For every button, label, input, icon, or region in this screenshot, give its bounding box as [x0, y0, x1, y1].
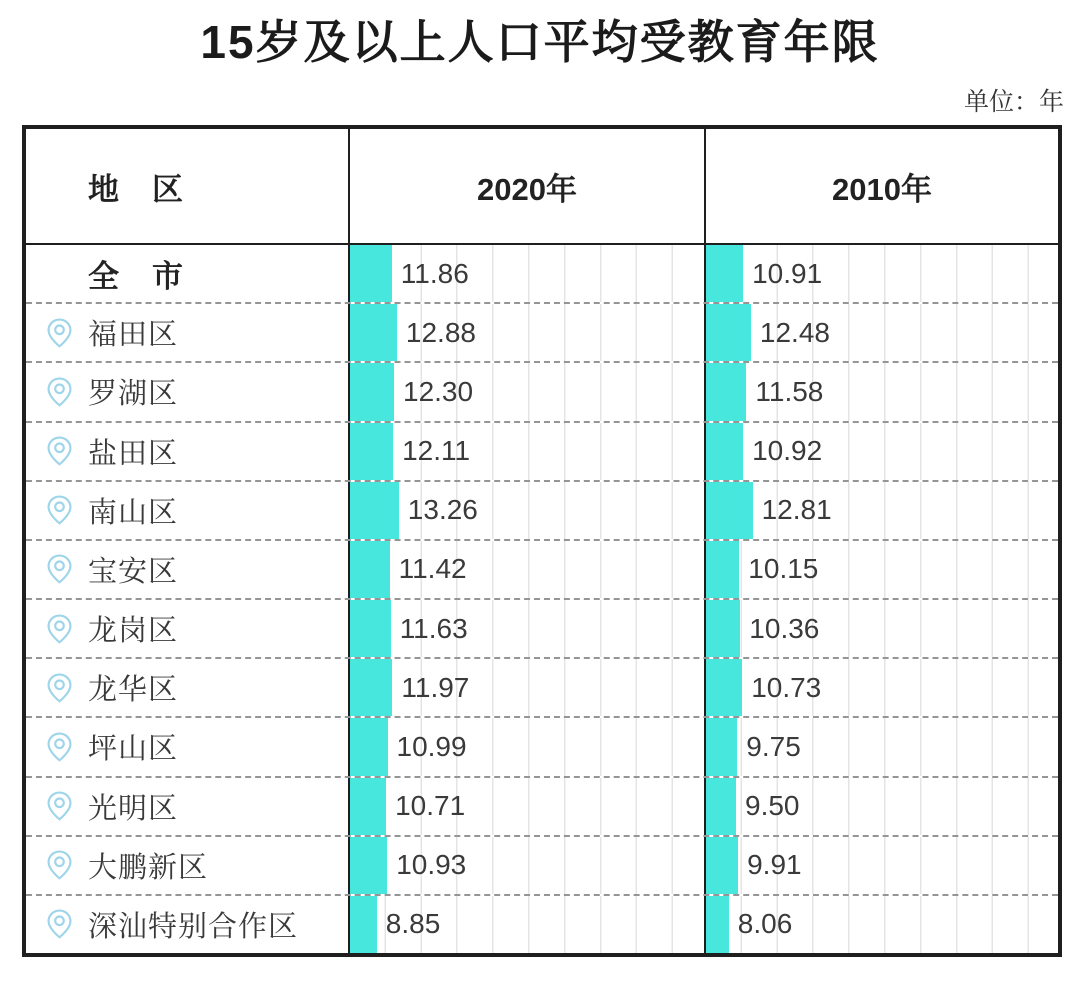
value-2010: 10.91: [752, 257, 823, 289]
region-label: 盐田区: [88, 437, 179, 470]
bar-2020: [350, 778, 386, 835]
header-region: 地 区: [88, 171, 184, 207]
bar-2020: [350, 718, 388, 775]
chart-cell-2020: [348, 482, 704, 539]
chart-cell-2010: [704, 423, 1058, 480]
bar-2020: [350, 837, 387, 894]
table-row: [26, 718, 1058, 777]
bar-2020: [350, 245, 392, 302]
location-pin-icon: [46, 909, 73, 939]
bar-2010: [706, 600, 740, 657]
bar-2020: [350, 482, 399, 539]
table-row: [26, 896, 1058, 953]
location-pin-icon: [46, 673, 73, 703]
region-cell: [26, 659, 348, 716]
region-cell: [26, 600, 348, 657]
location-pin-icon: [46, 495, 73, 525]
table-row: [26, 423, 1058, 482]
value-2010: 10.15: [748, 553, 819, 585]
chart-cell-2020: [348, 718, 704, 775]
bar-2010: [706, 482, 753, 539]
value-2010: 9.50: [745, 790, 800, 822]
bar-2010: [706, 659, 742, 716]
education-years-table: [22, 125, 1062, 957]
chart-cell-2010: [704, 541, 1058, 598]
region-label: 南山区: [88, 496, 179, 529]
region-cell: [26, 363, 348, 420]
value-2010: 12.48: [759, 316, 830, 348]
table-row: [26, 837, 1058, 896]
location-pin-icon: [46, 791, 73, 821]
location-pin-icon: [46, 732, 73, 762]
location-pin-icon: [46, 850, 73, 880]
region-cell: [26, 837, 348, 894]
region-cell: [26, 304, 348, 361]
region-cell: [26, 482, 348, 539]
chart-cell-2010: [704, 778, 1058, 835]
region-label: 福田区: [88, 319, 179, 352]
table-row: [26, 482, 1058, 541]
bar-2010: [706, 896, 729, 953]
value-2020: 13.26: [407, 494, 478, 526]
region-label: 光明区: [88, 792, 179, 825]
region-label: 坪山区: [88, 733, 179, 766]
chart-cell-2010: [704, 482, 1058, 539]
value-2020: 11.86: [400, 257, 469, 289]
chart-cell-2010: [704, 659, 1058, 716]
value-2010: 11.58: [755, 375, 824, 407]
value-2010: 9.91: [747, 849, 802, 881]
chart-cell-2020: [348, 600, 704, 657]
value-2020: 12.88: [405, 316, 476, 348]
bar-2010: [706, 423, 743, 480]
page-title: 15岁及以上人口平均受教育年限: [200, 16, 880, 68]
bar-2020: [350, 363, 394, 420]
region-cell: [26, 778, 348, 835]
value-2020: 11.42: [398, 553, 467, 585]
location-pin-icon: [46, 377, 73, 407]
chart-cell-2010: [704, 245, 1058, 302]
bar-2020: [350, 659, 392, 716]
table-body: [26, 245, 1058, 953]
location-pin-icon: [46, 436, 73, 466]
bar-2010: [706, 363, 746, 420]
bar-2010: [706, 304, 751, 361]
value-2010: 9.75: [746, 730, 801, 762]
chart-cell-2020: [348, 659, 704, 716]
table-row: [26, 541, 1058, 600]
bar-2020: [350, 423, 393, 480]
location-pin-icon: [46, 318, 73, 348]
chart-cell-2010: [704, 304, 1058, 361]
unit-label: 单位：年: [963, 88, 1064, 116]
value-2020: 12.11: [402, 435, 471, 467]
value-2010: 10.73: [751, 671, 822, 703]
bar-2020: [350, 600, 391, 657]
value-2020: 12.30: [403, 375, 474, 407]
value-2010: 10.92: [752, 435, 823, 467]
value-2010: 12.81: [761, 494, 832, 526]
location-pin-icon: [46, 614, 73, 644]
region-label: 深汕特别合作区: [88, 910, 299, 943]
bar-2010: [706, 778, 736, 835]
table-row: [26, 778, 1058, 837]
chart-cell-2020: [348, 541, 704, 598]
table-row: [26, 304, 1058, 363]
bar-2020: [350, 304, 397, 361]
chart-cell-2010: [704, 837, 1058, 894]
region-label: 宝安区: [88, 555, 179, 588]
chart-cell-2010: [704, 363, 1058, 420]
table-row: [26, 659, 1058, 718]
region-label: 龙岗区: [88, 615, 179, 648]
header-year-2020: 2020年: [348, 129, 704, 243]
chart-cell-2020: [348, 423, 704, 480]
chart-cell-2020: [348, 837, 704, 894]
header-year-2010: 2010年: [704, 129, 1058, 243]
chart-cell-2020: [348, 304, 704, 361]
chart-cell-2010: [704, 896, 1058, 953]
value-2020: 10.71: [395, 790, 466, 822]
chart-cell-2020: [348, 896, 704, 953]
region-cell: [26, 896, 348, 953]
region-cell: [26, 245, 348, 302]
chart-cell-2020: [348, 778, 704, 835]
value-2020: 10.99: [396, 730, 467, 762]
location-pin-icon: [46, 554, 73, 584]
value-2020: 11.97: [401, 671, 470, 703]
region-label: 龙华区: [88, 674, 179, 707]
region-label: 大鹏新区: [88, 851, 209, 884]
bar-2020: [350, 541, 390, 598]
region-label: 全 市: [88, 259, 184, 295]
value-2020: 8.85: [385, 908, 441, 940]
region-cell: [26, 718, 348, 775]
region-cell: [26, 541, 348, 598]
chart-cell-2020: [348, 363, 704, 420]
table-row: [26, 245, 1058, 304]
bar-2010: [706, 718, 737, 775]
value-2020: 10.93: [396, 849, 467, 881]
region-label: 罗湖区: [88, 378, 179, 411]
bar-2010: [706, 837, 738, 894]
region-cell: [26, 423, 348, 480]
bar-2010: [706, 541, 739, 598]
bar-2010: [706, 245, 743, 302]
value-2010: 10.36: [749, 612, 820, 644]
chart-cell-2020: [348, 245, 704, 302]
chart-cell-2010: [704, 600, 1058, 657]
value-2010: 8.06: [737, 908, 793, 940]
value-2020: 11.63: [399, 612, 468, 644]
chart-cell-2010: [704, 718, 1058, 775]
table-header-row: [26, 129, 1058, 245]
bar-2020: [350, 896, 377, 953]
table-row: [26, 600, 1058, 659]
table-row: [26, 363, 1058, 422]
